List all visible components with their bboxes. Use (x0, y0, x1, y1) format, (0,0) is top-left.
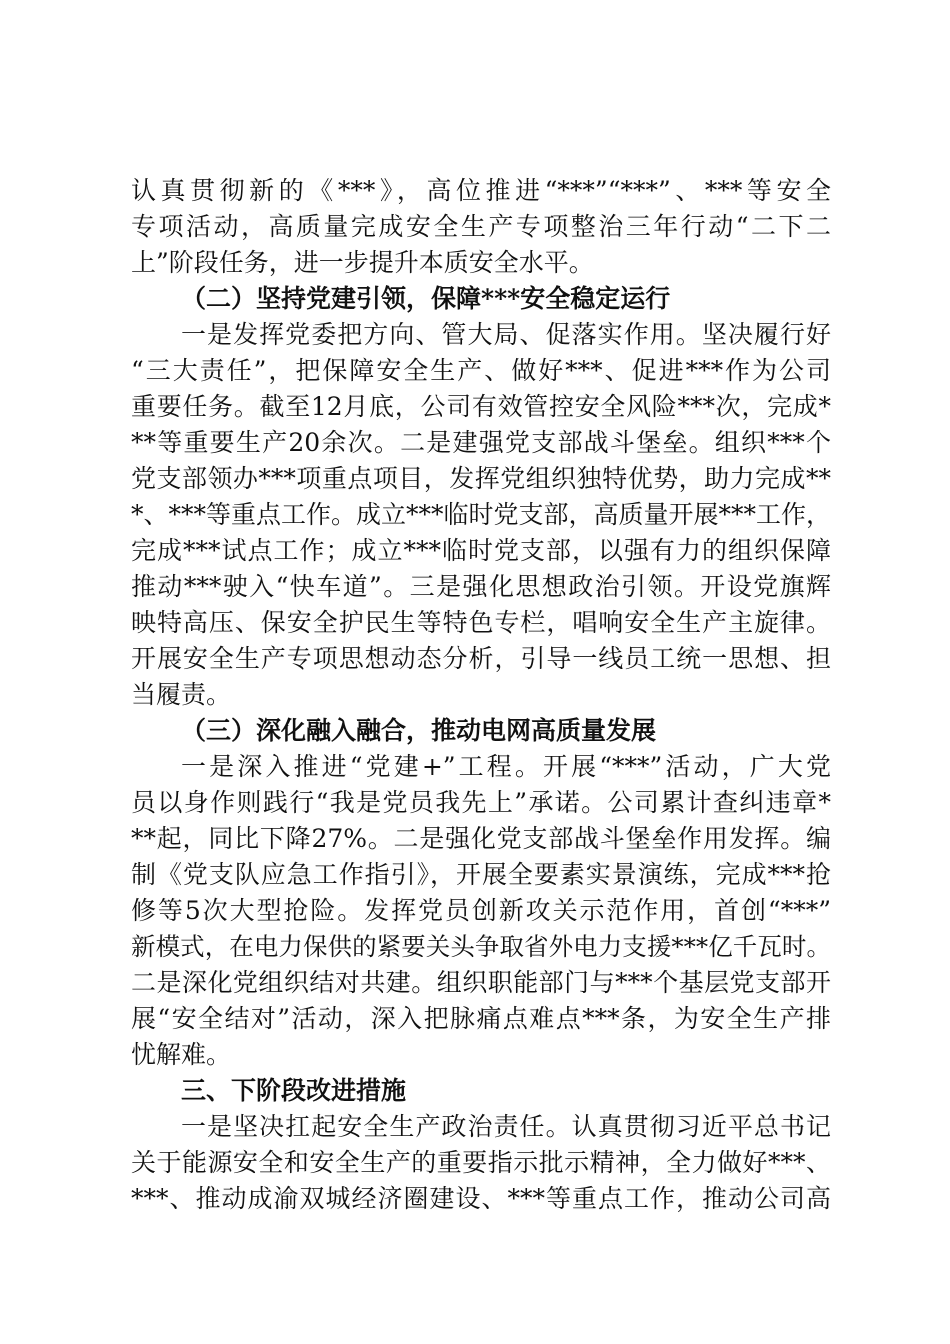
body-line: 当履责。 (131, 680, 232, 709)
body-line: 新模式，在电力保供的紧要关头争取省外电力支援***亿千瓦时。 (131, 932, 831, 961)
body-line: 一是发挥党委把方向、管大局、促落实作用。坚决履行好 (181, 320, 831, 349)
body-line: **起，同比下降27%。二是强化党支部战斗堡垒作用发挥。编 (131, 824, 831, 853)
body-line: 关于能源安全和安全生产的重要指示批示精神，全力做好***、 (131, 1148, 831, 1177)
body-line: 一是坚决扛起安全生产政治责任。认真贯彻习近平总书记 (181, 1112, 831, 1141)
body-line: ***、推动成渝双城经济圈建设、***等重点工作，推动公司高 (131, 1184, 831, 1213)
body-line: 员以身作则践行“我是党员我先上”承诺。公司累计查纠违章* (131, 788, 831, 817)
body-line: 制《党支队应急工作指引》，开展全要素实景演练，完成***抢 (131, 860, 831, 889)
body-line: 推动***驶入“快车道”。三是强化思想政治引领。开设党旗辉 (131, 572, 831, 601)
body-line: *、***等重点工作。成立***临时党支部，高质量开展***工作， (131, 500, 832, 529)
body-line: 一是深入推进“党建+”工程。开展“***”活动，广大党 (181, 752, 831, 781)
section-heading-2: （二）坚持党建引领，保障***安全稳定运行 (181, 284, 671, 313)
body-line: 二是深化党组织结对共建。组织职能部门与***个基层党支部开 (131, 968, 831, 997)
body-line: 党支部领办***项重点项目，发挥党组织独特优势，助力完成** (131, 464, 831, 493)
body-line: 认真贯彻新的《***》，高位推进“***”“***”、***等安全 (131, 176, 831, 205)
body-line: 上”阶段任务，进一步提升本质安全水平。 (131, 248, 594, 277)
body-line: 展“安全结对”活动，深入把脉痛点难点***条，为安全生产排 (131, 1004, 831, 1033)
body-line: **等重要生产20余次。二是建强党支部战斗堡垒。组织***个 (131, 428, 831, 457)
body-line: 重要任务。截至12月底，公司有效管控安全风险***次，完成* (131, 392, 831, 421)
body-line: 忧解难。 (131, 1040, 232, 1069)
body-line: 开展安全生产专项思想动态分析，引导一线员工统一思想、担 (131, 644, 831, 673)
section-heading-main-3: 三、下阶段改进措施 (181, 1076, 407, 1105)
section-heading-3: （三）深化融入融合，推动电网高质量发展 (181, 716, 657, 745)
body-line: “三大责任”，把保障安全生产、做好***、促进***作为公司 (131, 356, 831, 385)
body-line: 专项活动，高质量完成安全生产专项整治三年行动“二下二 (131, 212, 831, 241)
body-line: 映特高压、保安全护民生等特色专栏，唱响安全生产主旋律。 (131, 608, 831, 637)
body-line: 修等5次大型抢险。发挥党员创新攻关示范作用，首创“***” (131, 896, 831, 925)
body-line: 完成***试点工作；成立***临时党支部，以强有力的组织保障 (131, 536, 831, 565)
